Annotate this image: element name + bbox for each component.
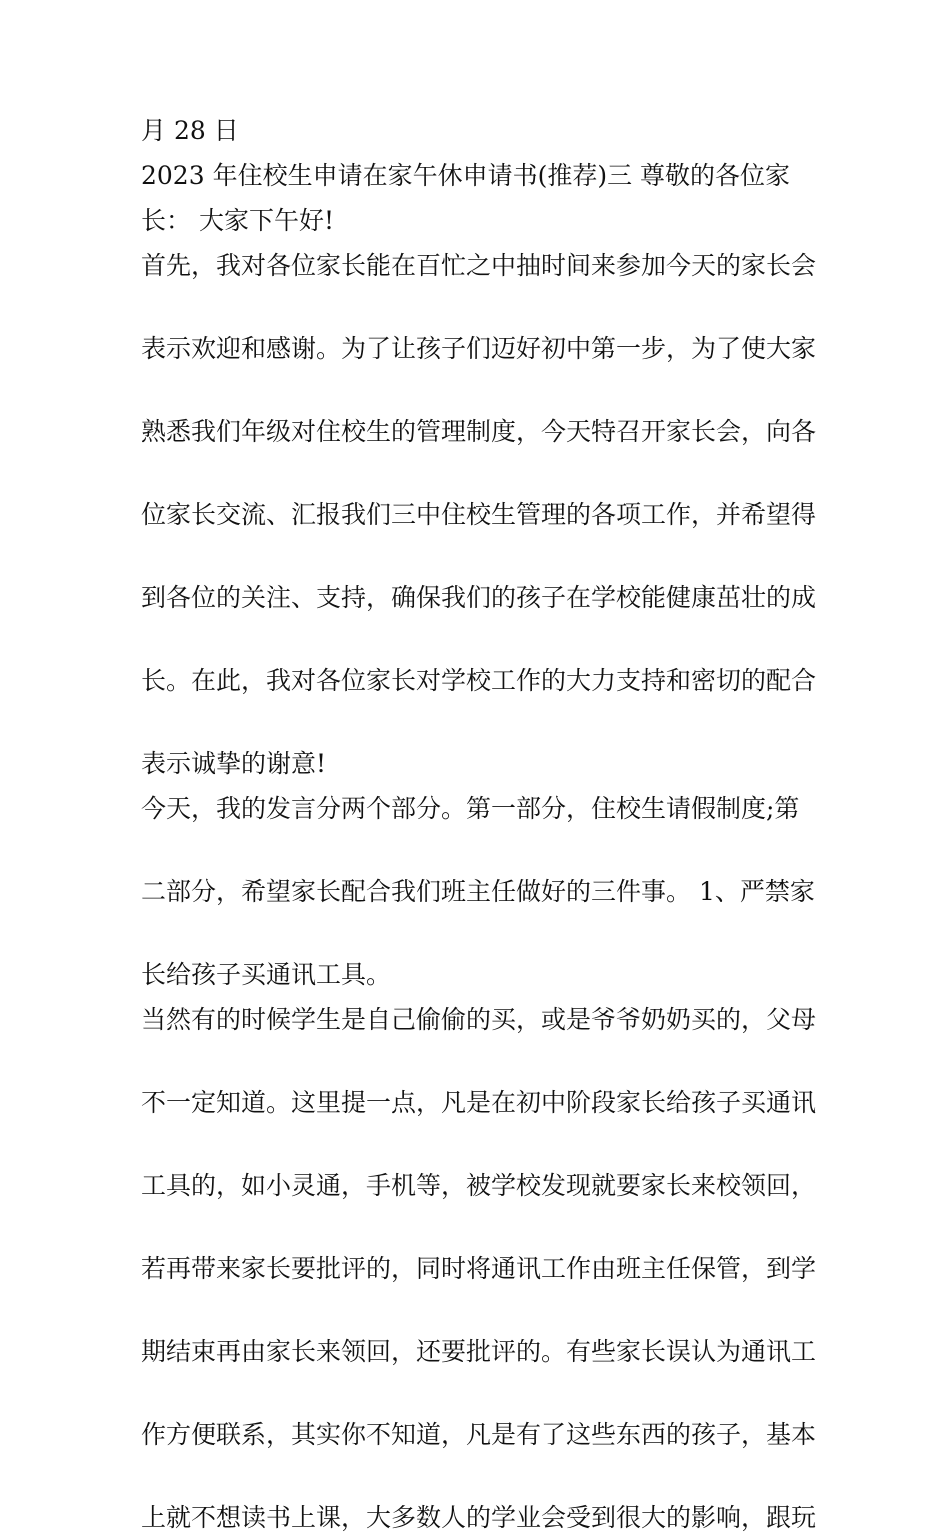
document-body <box>141 108 817 1540</box>
text-line-greeting: 长： 大家下午好! <box>141 206 334 235</box>
text-line: 期结束再由家长来领回，还要批评的。有些家长误认为通讯工 <box>141 1337 817 1366</box>
text-line: 表示欢迎和感谢。为了让孩子们迈好初中第一步，为了使大家 <box>141 334 817 363</box>
text-line: 熟悉我们年级对住校生的管理制度，今天特召开家长会，向各 <box>141 417 817 446</box>
text-line: 若再带来家长要批评的，同时将通讯工作由班主任保管，到学 <box>141 1254 817 1283</box>
text-line: 位家长交流、汇报我们三中住校生管理的各项工作，并希望得 <box>141 500 817 529</box>
text-line: 长。在此，我对各位家长对学校工作的大力支持和密切的配合 <box>141 666 817 695</box>
text-line: 工具的，如小灵通，手机等，被学校发现就要家长来校领回， <box>141 1171 817 1200</box>
text-line: 首先，我对各位家长能在百忙之中抽时间来参加今天的家长会 <box>141 251 817 280</box>
text-line: 作方便联系，其实你不知道，凡是有了这些东西的孩子，基本 <box>141 1420 817 1449</box>
text-line: 长给孩子买通讯工具。 <box>141 960 392 989</box>
text-line-title: 2023 年住校生申请在家午休申请书(推荐)三 尊敬的各位家 <box>141 161 791 190</box>
text-line: 不一定知道。这里提一点，凡是在初中阶段家长给孩子买通讯 <box>141 1088 817 1117</box>
text-line: 二部分，希望家长配合我们班主任做好的三件事。 1、严禁家 <box>141 877 815 906</box>
text-line: 表示诚挚的谢意! <box>141 749 327 778</box>
text-line-date: 月 28 日 <box>141 116 239 145</box>
text-line: 当然有的时候学生是自己偷偷的买，或是爷爷奶奶买的，父母 <box>141 1005 817 1034</box>
text-line: 上就不想读书上课，大多数人的学业会受到很大的影响，跟玩 <box>141 1503 817 1532</box>
text-line: 今天，我的发言分两个部分。第一部分，住校生请假制度;第 <box>141 794 800 823</box>
text-line: 到各位的关注、支持，确保我们的孩子在学校能健康茁壮的成 <box>141 583 817 612</box>
